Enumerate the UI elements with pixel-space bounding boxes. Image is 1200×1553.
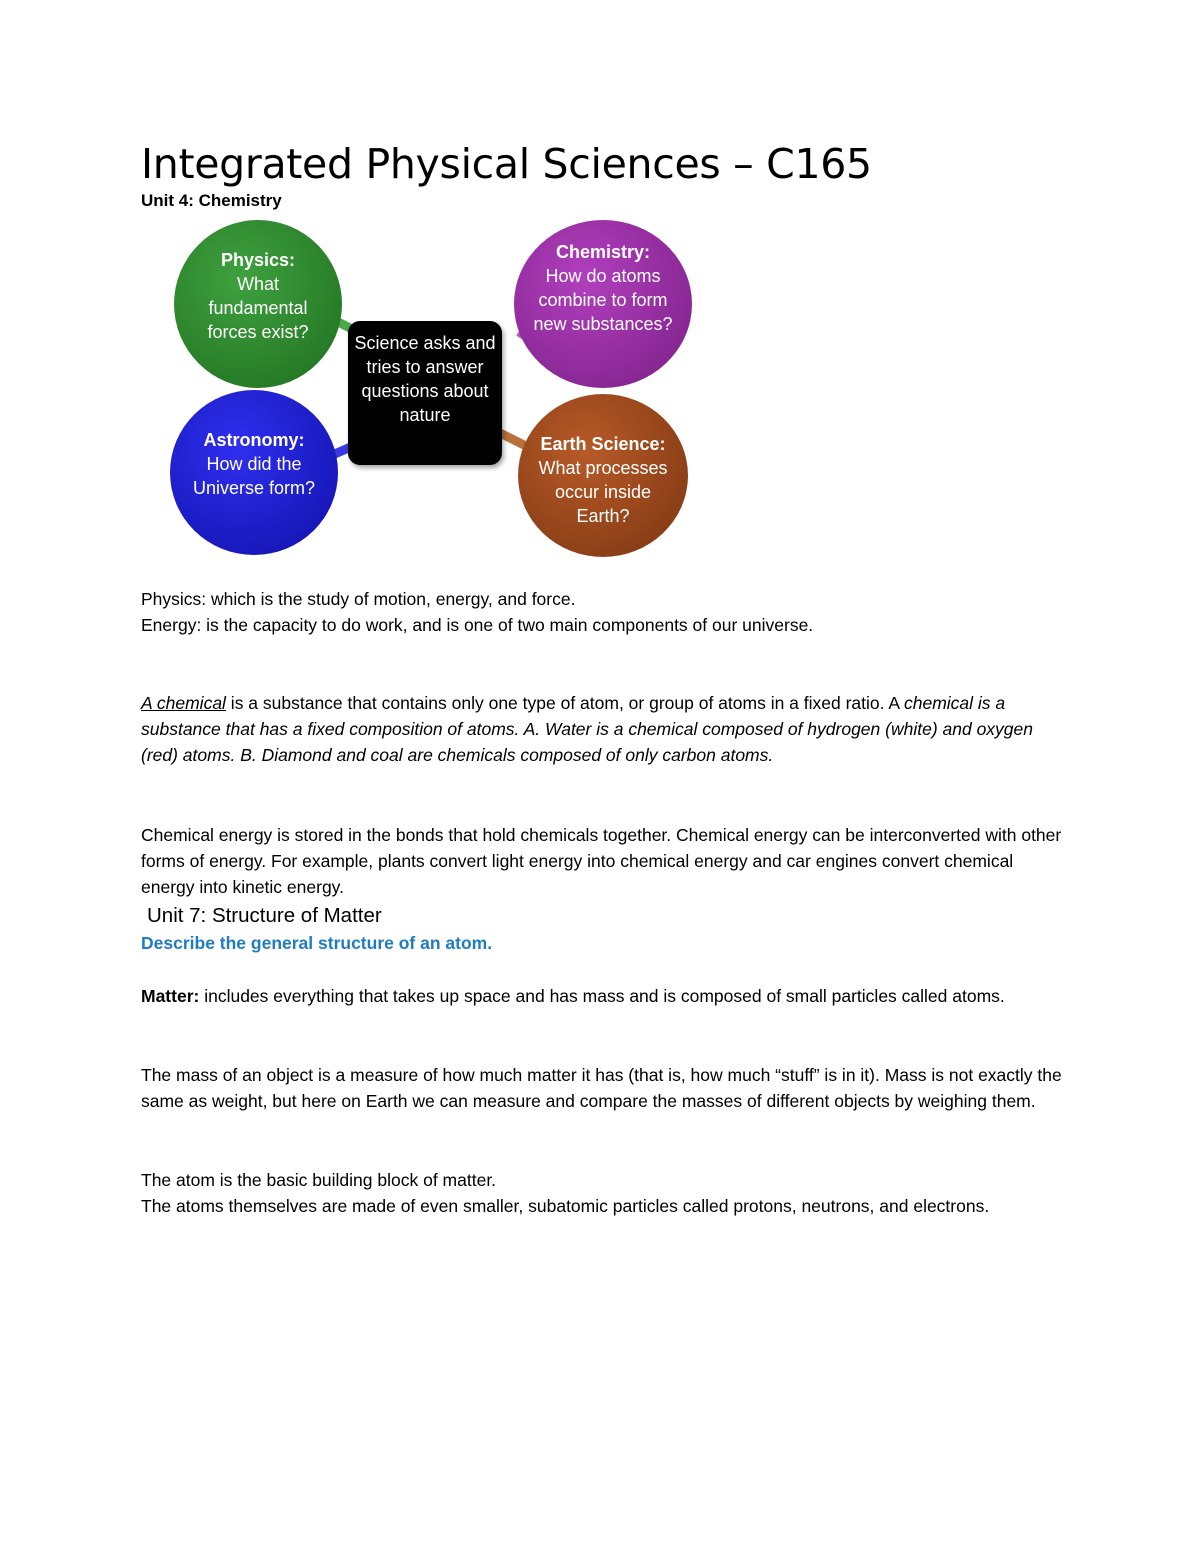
unit7-heading: Unit 7: Structure of Matter	[147, 904, 382, 927]
matter-definition: includes everything that takes up space and has mass and is composed of small particles called atoms.	[199, 986, 1005, 1006]
unit4-heading: Unit 4: Chemistry	[141, 191, 282, 210]
document-title: Integrated Physical Sciences – C165	[141, 140, 872, 188]
physics-definition: Physics: which is the study of motion, energy, and force.	[141, 589, 576, 609]
earth-science-question: What processes occur inside Earth?	[538, 458, 668, 526]
chemical-italic-text: chemical is a substance that has a fixed composition of atoms. A. Water is a chemical composed of hydrogen (white) and oxygen (red) atoms. B. Diamond and coal are chemicals composed of only carbon atoms.	[141, 693, 1033, 765]
science-center-box	[348, 321, 502, 465]
chemistry-heading: Chemistry:	[555, 242, 651, 262]
astronomy-bubble	[170, 390, 338, 555]
chemical-term: A chemical	[141, 693, 226, 713]
astronomy-heading: Astronomy:	[203, 430, 305, 450]
chemical-paragraph	[141, 690, 1071, 768]
atom-line-2: The atoms themselves are made of even smaller, subatomic particles called protons, neutrons, and electrons.	[141, 1196, 990, 1216]
science-center-text: Science asks and tries to answer questions about nature	[354, 333, 496, 425]
chemical-definition: is a substance that contains only one type of atom, or group of atoms in a fixed ratio. A	[225, 693, 900, 713]
mass-paragraph: The mass of an object is a measure of how much matter it has (that is, how much “stuff” is in it). Mass is not exactly the same as weight, but here on Earth we can measure and compare the masses of different objects by weighing them.	[141, 1065, 1062, 1111]
matter-term: Matter:	[141, 986, 200, 1006]
matter-paragraph	[141, 983, 1071, 1009]
physics-heading: Physics:	[220, 250, 296, 270]
physics-question: What fundamental forces exist?	[207, 274, 309, 342]
science-branches-diagram	[160, 218, 700, 563]
astronomy-question: How did the Universe form?	[192, 454, 316, 498]
earth-science-heading: Earth Science:	[540, 434, 666, 454]
chemical-energy-paragraph: Chemical energy is stored in the bonds that hold chemicals together. Chemical energy can be interconverted with other forms of energy. For example, plants convert light energy into chemical energy and car engines convert chemical energy into kinetic energy.	[141, 825, 1062, 897]
energy-definition: Energy: is the capacity to do work, and is one of two main components of our universe.	[141, 615, 814, 635]
physics-bubble	[174, 220, 342, 388]
chemistry-question: How do atoms combine to form new substances?	[533, 266, 673, 334]
unit7-prompt: Describe the general structure of an atom.	[141, 933, 493, 953]
atom-line-1: The atom is the basic building block of matter.	[141, 1170, 497, 1190]
earth-science-bubble	[518, 394, 688, 557]
chemistry-bubble	[514, 220, 692, 388]
